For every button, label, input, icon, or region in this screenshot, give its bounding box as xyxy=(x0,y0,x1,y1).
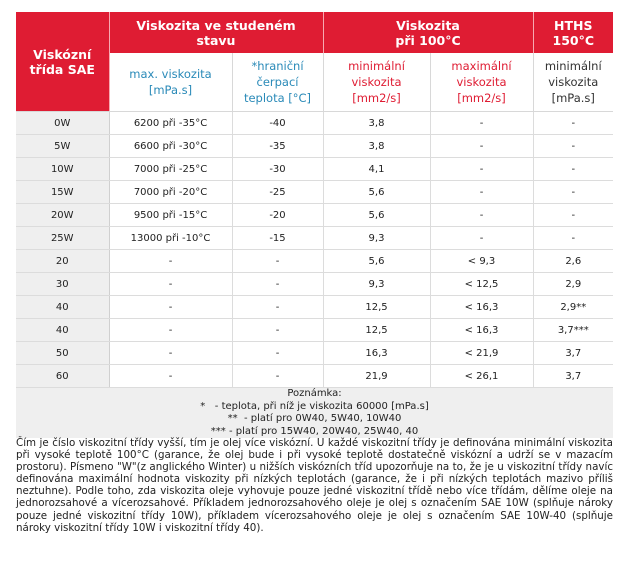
pumping-temp-header-line-2: čerpací xyxy=(256,75,299,89)
pumping-temp-cell: -40 xyxy=(232,112,323,135)
note-line-1: * - teplota, při níž je viskozita 60000 [mPa.s] xyxy=(200,400,429,412)
min-hot-viscosity-cell: 21,9 xyxy=(323,365,430,388)
sae-class-cell: 0W xyxy=(16,112,109,135)
sae-class-cell: 60 xyxy=(16,365,109,388)
hot-viscosity-header-line-2: při 100°C xyxy=(395,32,461,48)
pumping-temp-cell: - xyxy=(232,250,323,273)
notes-cell xyxy=(16,388,613,439)
max-hot-viscosity-cell: < 21,9 xyxy=(430,342,533,365)
notes-row xyxy=(16,388,613,439)
max-hot-viscosity-cell: - xyxy=(430,181,533,204)
hths-cell: - xyxy=(533,112,613,135)
max-hot-viscosity-cell: - xyxy=(430,135,533,158)
hths-cell: 2,9** xyxy=(533,296,613,319)
max-cold-viscosity-cell: 6600 při -30°C xyxy=(109,135,232,158)
sae-class-cell: 50 xyxy=(16,342,109,365)
hths-min-viscosity-header-line-1: minimální xyxy=(544,59,602,73)
hot-viscosity-header-line-1: Viskozita xyxy=(396,17,460,33)
hths-cell: 3,7 xyxy=(533,342,613,365)
sae-class-cell: 40 xyxy=(16,296,109,319)
sae-viscosity-table-container xyxy=(16,12,613,438)
max-cold-viscosity-cell: - xyxy=(109,365,232,388)
pumping-temp-cell: - xyxy=(232,319,323,342)
table-row xyxy=(16,365,613,388)
hths-cell: - xyxy=(533,227,613,250)
hths-cell: - xyxy=(533,204,613,227)
max-cold-viscosity-cell: - xyxy=(109,273,232,296)
table-row xyxy=(16,227,613,250)
min-hot-viscosity-cell: 3,8 xyxy=(323,112,430,135)
max-cold-viscosity-cell: 7000 při -25°C xyxy=(109,158,232,181)
hths-header xyxy=(533,12,613,53)
min-hot-viscosity-cell: 9,3 xyxy=(323,227,430,250)
table-row xyxy=(16,135,613,158)
pumping-temp-cell: -20 xyxy=(232,204,323,227)
pumping-temp-cell: - xyxy=(232,273,323,296)
min-hot-viscosity-header-line-3: [mm2/s] xyxy=(352,91,401,105)
hths-cell: - xyxy=(533,158,613,181)
sae-class-cell: 30 xyxy=(16,273,109,296)
note-line-3: *** - platí pro 15W40, 20W40, 25W40, 40 xyxy=(210,425,419,437)
header-row-main xyxy=(16,12,613,53)
table-row xyxy=(16,250,613,273)
min-hot-viscosity-cell: 3,8 xyxy=(323,135,430,158)
max-hot-viscosity-cell: < 16,3 xyxy=(430,319,533,342)
pumping-temp-cell: - xyxy=(232,342,323,365)
max-hot-viscosity-cell: < 9,3 xyxy=(430,250,533,273)
max-hot-viscosity-cell: - xyxy=(430,112,533,135)
sae-class-cell: 10W xyxy=(16,158,109,181)
hths-header-line-1: HTHS xyxy=(554,17,593,33)
max-cold-viscosity-header-line-1: max. viskozita xyxy=(129,67,212,81)
pumping-temp-header-line-1: *hraniční xyxy=(251,59,304,73)
min-hot-viscosity-cell: 5,6 xyxy=(323,250,430,273)
sae-class-header-line-2: třída SAE xyxy=(29,61,95,77)
pumping-temp-header-line-3: teplota [°C] xyxy=(243,91,312,105)
table-row xyxy=(16,204,613,227)
table-row xyxy=(16,319,613,342)
sae-class-cell: 15W xyxy=(16,181,109,204)
max-cold-viscosity-cell: - xyxy=(109,250,232,273)
max-hot-viscosity-header-line-2: viskozita xyxy=(456,75,507,89)
note-line-2: ** - platí pro 0W40, 5W40, 10W40 xyxy=(227,413,402,424)
sae-class-header-line-1: Viskózní xyxy=(33,46,92,62)
sae-class-cell: 25W xyxy=(16,227,109,250)
pumping-temp-cell: -35 xyxy=(232,135,323,158)
max-hot-viscosity-cell: - xyxy=(430,158,533,181)
sae-class-cell: 40 xyxy=(16,319,109,342)
max-cold-viscosity-cell: 13000 při -10°C xyxy=(109,227,232,250)
max-hot-viscosity-cell: - xyxy=(430,227,533,250)
max-cold-viscosity-cell: - xyxy=(109,296,232,319)
min-hot-viscosity-cell: 4,1 xyxy=(323,158,430,181)
max-hot-viscosity-header-line-3: [mm2/s] xyxy=(457,91,506,105)
table-row xyxy=(16,112,613,135)
max-cold-viscosity-header-line-2: [mPa.s] xyxy=(148,83,193,97)
sae-class-cell: 5W xyxy=(16,135,109,158)
hths-cell: - xyxy=(533,135,613,158)
min-hot-viscosity-header xyxy=(323,53,430,112)
hths-min-viscosity-header-line-3: [mPa.s] xyxy=(551,91,595,105)
max-cold-viscosity-header xyxy=(109,53,232,112)
pumping-temp-cell: - xyxy=(232,296,323,319)
table-row xyxy=(16,342,613,365)
max-cold-viscosity-cell: - xyxy=(109,319,232,342)
min-hot-viscosity-cell: 5,6 xyxy=(323,181,430,204)
pumping-temp-cell: - xyxy=(232,365,323,388)
hths-cell: 2,9 xyxy=(533,273,613,296)
sae-class-header xyxy=(16,12,109,112)
max-hot-viscosity-header xyxy=(430,53,533,112)
sae-class-cell: 20W xyxy=(16,204,109,227)
hot-viscosity-header xyxy=(323,12,533,53)
sae-viscosity-table xyxy=(16,12,613,438)
min-hot-viscosity-header-line-1: minimální xyxy=(348,59,405,73)
pumping-temp-cell: -25 xyxy=(232,181,323,204)
table-row xyxy=(16,158,613,181)
hths-header-line-2: 150°C xyxy=(552,32,595,48)
min-hot-viscosity-cell: 12,5 xyxy=(323,319,430,342)
table-row xyxy=(16,296,613,319)
min-hot-viscosity-header-line-2: viskozita xyxy=(351,75,402,89)
max-cold-viscosity-cell: - xyxy=(109,342,232,365)
hths-cell: 3,7*** xyxy=(533,319,613,342)
max-cold-viscosity-cell: 7000 při -20°C xyxy=(109,181,232,204)
min-hot-viscosity-cell: 5,6 xyxy=(323,204,430,227)
max-hot-viscosity-cell: - xyxy=(430,204,533,227)
min-hot-viscosity-cell: 12,5 xyxy=(323,296,430,319)
max-hot-viscosity-cell: < 16,3 xyxy=(430,296,533,319)
max-hot-viscosity-cell: < 26,1 xyxy=(430,365,533,388)
max-cold-viscosity-cell: 9500 při -15°C xyxy=(109,204,232,227)
table-row xyxy=(16,273,613,296)
hths-cell: - xyxy=(533,181,613,204)
max-cold-viscosity-cell: 6200 při -35°C xyxy=(109,112,232,135)
hths-min-viscosity-header-line-2: viskozita xyxy=(548,75,599,89)
hths-min-viscosity-header xyxy=(533,53,613,112)
min-hot-viscosity-cell: 16,3 xyxy=(323,342,430,365)
max-hot-viscosity-header-line-1: maximální xyxy=(451,59,512,73)
min-hot-viscosity-cell: 9,3 xyxy=(323,273,430,296)
hths-cell: 2,6 xyxy=(533,250,613,273)
table-body xyxy=(16,112,613,388)
max-hot-viscosity-cell: < 12,5 xyxy=(430,273,533,296)
sae-class-cell: 20 xyxy=(16,250,109,273)
table-row xyxy=(16,181,613,204)
pumping-temp-cell: -30 xyxy=(232,158,323,181)
notes-title: Poznámka: xyxy=(287,388,342,399)
explanation-paragraph: Čím je číslo viskozitní třídy vyšší, tím je olej více viskózní. U každé viskozitní třídy je definována minimální viskozita při vysoké teplotě 100°C (garance, že olej bude i při vysoké teplotě dostatečně viskózní a udrží se v mazacím prostoru). Písmeno "W"(z anglického Winter) u nižších viskózních tříd upozorňuje na to, že je u viskozitní třídy navíc definována maximální hodnota viskozity při nízkých teplotách (garance, že i při nízkých teplotách mazivo příliš neztuhne). Podle toho, zda viskozita oleje vyhovuje pouze jedné viskozitní třídě nebo více třídám, dělíme oleje na jednorozsahové a vícerozsahové. Příkladem jednorozsahového oleje je olej s označením SAE 10W (splňuje nároky pouze jedné viskozitní třídy 10W), příkladem vícerozsahového oleje je olej s označením SAE 10W-40 (splňuje nároky viskozitní třídy 10W i viskozitní třídy 40). xyxy=(16,437,613,534)
hths-cell: 3,7 xyxy=(533,365,613,388)
pumping-temp-cell: -15 xyxy=(232,227,323,250)
cold-viscosity-header: Viskozita ve studeném stavu xyxy=(109,12,323,53)
pumping-temp-header xyxy=(232,53,323,112)
